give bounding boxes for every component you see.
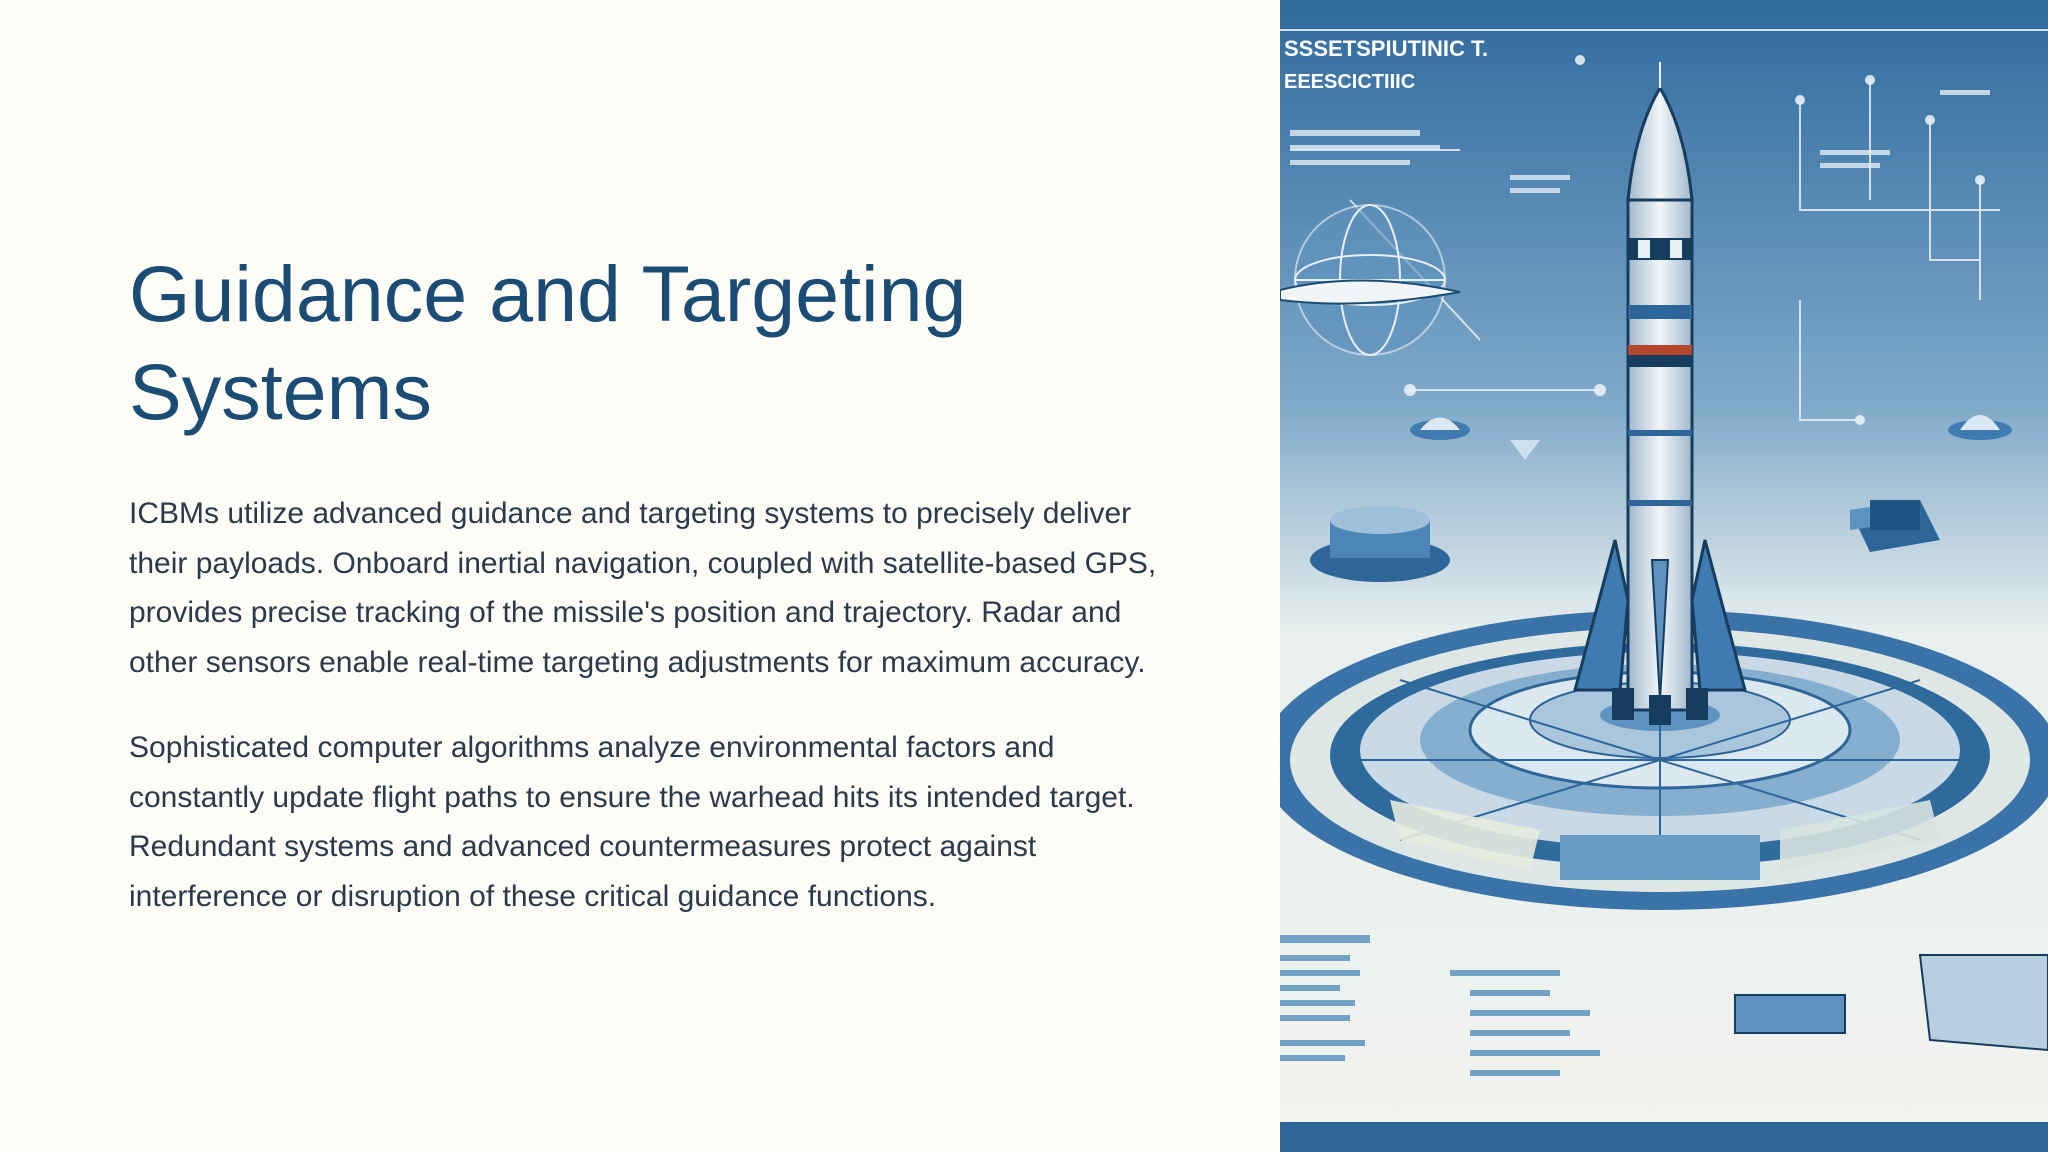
illustration-header-line-2: EEESCICTIIIC (1284, 71, 1416, 93)
rocket-blueprint-illustration (1280, 0, 2048, 1152)
body-paragraph-2: Sophisticated computer algorithms analyze environmental factors and constantly update flight paths to ensure the warhead hits its intended target. Redundant systems and advanced countermeasures protect against interference or disruption of these critical guidance functions. (129, 731, 1135, 913)
illustration-header-line-1: SSSETSPIUTINIC T. (1284, 36, 1489, 61)
body-paragraph-1: ICBMs utilize advanced guidance and targeting systems to precisely deliver their payloads. Onboard inertial navigation, coupled with satellite-based GPS, provides precise tracking of the missile's position and trajectory. Radar and other sensors enable real-time targeting adjustments for maximum accuracy. (129, 497, 1157, 679)
slide-title: Guidance and Targeting Systems (129, 249, 967, 436)
